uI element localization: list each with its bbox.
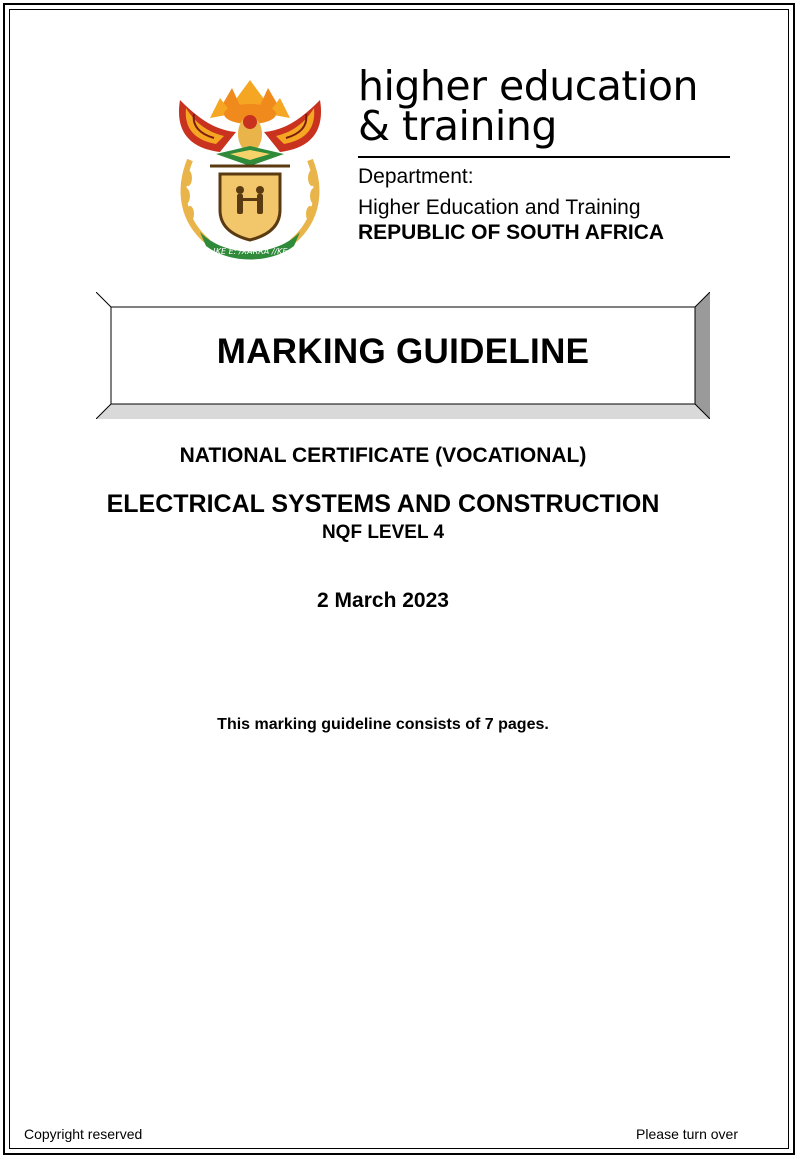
certificate-name: NATIONAL CERTIFICATE (VOCATIONAL): [179, 444, 587, 467]
exam-date: 2 March 2023: [317, 589, 449, 612]
department-label: Department:: [358, 165, 474, 188]
wordmark-line1: higher education: [358, 62, 698, 110]
department-wordmark: [358, 62, 738, 245]
page-count-note: This marking guideline consists of 7 pages.: [217, 716, 549, 733]
department-name: Higher Education and Training: [358, 196, 641, 219]
wordmark-divider: [358, 156, 730, 158]
title-box: [96, 292, 710, 419]
country-name: REPUBLIC OF SOUTH AFRICA: [358, 221, 665, 244]
coat-of-arms-logo: [170, 70, 330, 260]
footer-turn-over: Please turn over: [636, 1126, 738, 1142]
crest-motto: !KE E: /XARRA //KE: [212, 247, 288, 256]
subject-name: ELECTRICAL SYSTEMS AND CONSTRUCTION: [106, 490, 660, 518]
document-title: MARKING GUIDELINE: [216, 332, 590, 371]
nqf-level: NQF LEVEL 4: [321, 522, 445, 543]
wordmark-line2: & training: [358, 102, 557, 150]
footer-copyright: Copyright reserved: [24, 1126, 143, 1142]
